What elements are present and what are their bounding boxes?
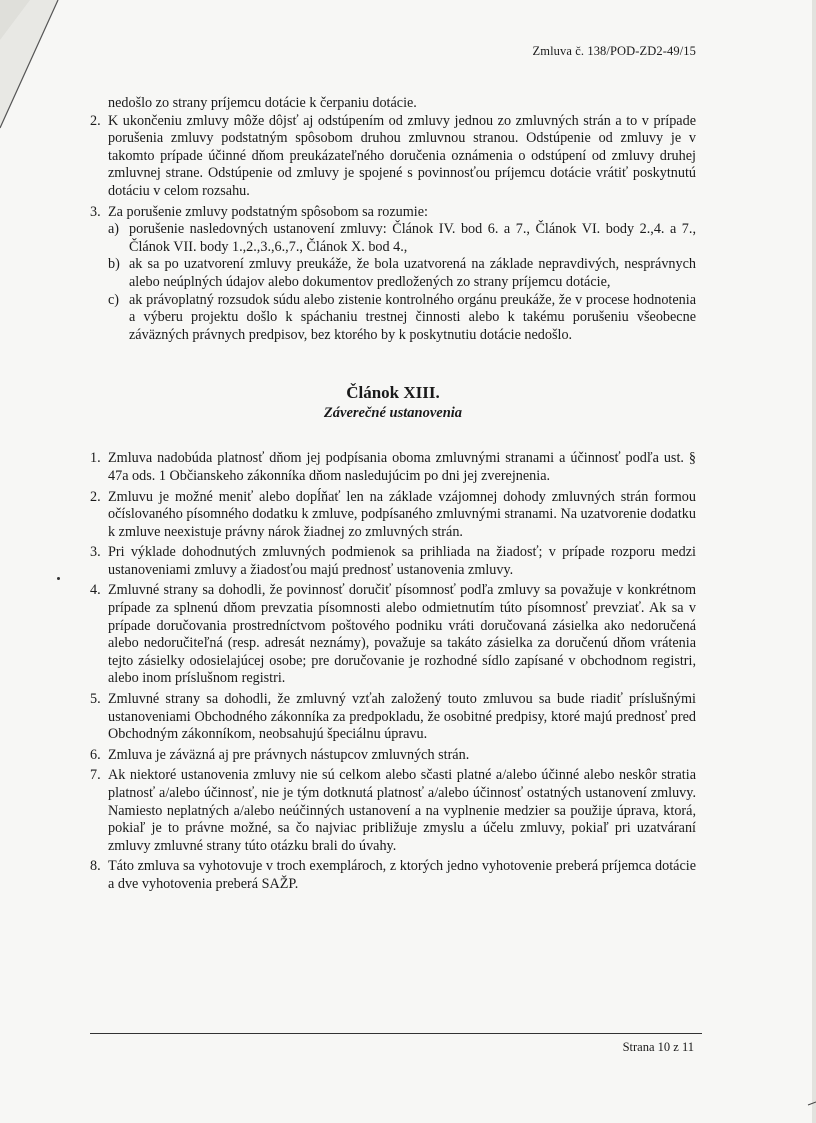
item-number: 3. [90, 203, 101, 220]
list-item [90, 767, 696, 855]
continued-paragraph: nedošlo zo strany príjemcu dotácie k čerpaniu dotácie. [108, 95, 417, 111]
item-text: Pri výklade dohodnutých zmluvných podmienok sa prihliada na žiadosť; v prípade rozporu medzi ustanoveniami zmluvy a žiadosťou majú prednosť ustanovenia zmluvy. [108, 544, 696, 578]
scan-dot-mark [57, 577, 60, 580]
sub-item-letter: a) [108, 221, 120, 238]
list-item [90, 858, 696, 893]
item-number: 2. [90, 112, 101, 129]
item-number: 3. [90, 544, 101, 561]
item-number: 8. [90, 858, 101, 875]
item-text: Zmluva je záväzná aj pre právnych nástupcov zmluvných strán. [108, 746, 470, 763]
sub-list-item [108, 256, 696, 291]
item-text: Za porušenie zmluvy podstatným spôsobom sa rozumie: [108, 203, 428, 220]
final-provisions-list [90, 450, 696, 893]
article-heading [90, 382, 696, 422]
list-item [90, 582, 696, 688]
contract-reference: Zmluva č. 138/POD-ZD2-49/15 [532, 44, 696, 58]
page-number: Strana 10 z 11 [622, 1040, 694, 1054]
sub-list-item [108, 221, 696, 256]
sub-item-text: ak právoplatný rozsudok súdu alebo zistenie kontrolného orgánu preukáže, že v procese hodnotenia a výberu projektu došlo k spáchaniu trestnej činnosti alebo k takému porušeniu všeobecne záväzných právnych predpisov, bez ktorého by k poskytnutiu dotácie nedošlo. [129, 291, 696, 343]
item-number: 4. [90, 582, 101, 599]
list-item [90, 747, 696, 765]
item-text: Zmluvné strany sa dohodli, že zmluvný vzťah založený touto zmluvou sa bude riadiť príslušnými ustanoveniami Obchodného zákonníka za predpokladu, že osobitné predpisy, ktoré majú prednosť pred Obchodným zákonníkom, neobsahujú špeciálnu úpravu. [108, 691, 696, 743]
sub-item-letter: b) [108, 256, 120, 273]
article-subtitle: Záverečné ustanovenia [323, 405, 463, 422]
sub-item-letter: c) [108, 291, 120, 308]
item-text: K ukončeniu zmluvy môže dôjsť aj odstúpením od zmluvy jednou zo zmluvných strán a to v prípade porušenia zmluvy podstatným spôsobom druhou zmluvnou stranou. Odstúpenie od zmluvy je v takomto prípade účinné dňom preukázateľného doručenia oznámenia o odstúpení od zmluvy druhej zmluvnej strane. Odstúpenie od zmluvy je spojené s povinnosťou príjemcu dotácie vrátiť poskytnutú dotáciu v celom rozsahu. [108, 112, 696, 199]
item-number: 2. [90, 488, 101, 505]
sub-list-item [108, 292, 696, 345]
list-item [90, 544, 696, 579]
list-item [90, 691, 696, 744]
article-title: Článok XIII. [346, 383, 440, 403]
list-item [90, 450, 696, 485]
item-number: 7. [90, 767, 101, 784]
item-text: Ak niektoré ustanovenia zmluvy nie sú celkom alebo sčasti platné a/alebo účinné alebo neskôr stratia platnosť a/alebo účinnosť, nie je tým dotknutá platnosť a/alebo účinnosť ostatných ustanovení zmluvy. Namiesto neplatných a/alebo neúčinných ustanovení a na vyplnenie medzier sa použije úprava, ktorá, pokiaľ je to právne možné, sa čo najviac približuje zmyslu a účelu zmluvy, pokiaľ pri uzatváraní zmluvy zmluvné strany túto otázku brali do úvahy. [108, 767, 696, 854]
document-body [90, 95, 696, 897]
sub-list [108, 221, 696, 344]
scan-corner-fold [0, 0, 60, 130]
item-number: 5. [90, 691, 101, 708]
item-number: 1. [90, 450, 101, 467]
item-text: Zmluvu je možné meniť alebo dopĺňať len na základe vzájomnej dohody zmluvných strán formou očíslovaného písomného dodatku k zmluve, podpísaného zmluvnými stranami. Na uzatvorenie dodatku k zmluve neexistuje právny nárok žiadnej zo zmluvných strán. [108, 488, 696, 540]
item-number: 6. [90, 746, 101, 763]
footer-divider [90, 1033, 702, 1034]
sub-item-text: ak sa po uzatvorení zmluvy preukáže, že bola uzatvorená na základe nepravdivých, nesprávnych alebo neúplných údajov alebo dokumentov predložených zo strany príjemcu dotácie, [129, 256, 696, 290]
item-text: Zmluva nadobúda platnosť dňom jej podpísania oboma zmluvnými stranami a účinnosť podľa ust. § 47a ods. 1 Občianskeho zákonníka dňom nasledujúcim po dni jej zverejnenia. [108, 450, 696, 484]
list-item [90, 204, 696, 345]
list-item [90, 113, 696, 201]
item-text: Zmluvné strany sa dohodli, že povinnosť doručiť písomnosť podľa zmluvy sa považuje v konkrétnom prípade za splnenú dňom prevzatia písomnosti alebo odmietnutím túto písomnosť prevziať. Ak sa v prípade doručovania prostredníctvom poštového podniku vráti doručovaná zásielka ako nedoručená alebo nedoručiteľná (resp. adresát neznámy), považuje sa takáto zásielka za doručenú dňom vrátenia tejto zásielky odosielajúcej osobe; pre doručovanie je rozhodné sídlo zapísané v obchodnom registri, alebo inom príslušnom registri. [108, 582, 696, 687]
scan-edge-shadow [798, 0, 816, 1123]
sub-item-text: porušenie nasledovných ustanovení zmluvy: Článok IV. bod 6. a 7., Článok VI. body 2.,4. a 7., Článok VII. body 1.,2.,3.,6.,7., Článok X. bod 4., [129, 221, 696, 255]
termination-list [90, 113, 696, 345]
list-item [90, 489, 696, 542]
item-text: Táto zmluva sa vyhotovuje v troch exemplároch, z ktorých jedno vyhotovenie preberá príjemca dotácie a dve vyhotovenia preberá SAŽP. [108, 858, 696, 892]
